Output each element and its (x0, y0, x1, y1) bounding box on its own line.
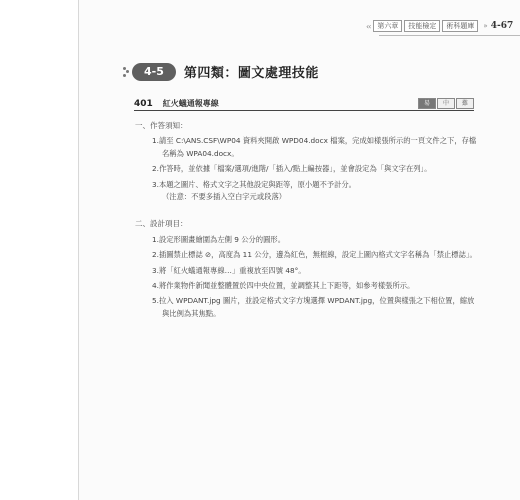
header-tab-exam: 技能檢定 (404, 20, 440, 32)
list-item: 1.設定形圖畫繪圍為左側 9 公分的圓形。 (152, 234, 285, 244)
task-content (129, 120, 479, 323)
section-title: 第四類：圖文處理技能 (183, 66, 319, 81)
chevrons-left-icon: ‹‹ (366, 21, 371, 31)
document-page (78, 0, 520, 500)
page-number: 4-67 (490, 21, 514, 31)
header-tab-bank: 術科題庫 (442, 20, 478, 32)
difficulty-indicator (417, 98, 474, 109)
header-separator: » (483, 22, 488, 30)
list-item: 5.拉入 WPDANT.jpg 圖片，並設定格式文字方塊選擇 WPDANT.jpg，位置與樣張之下相位置，縮放與比例為其焦點。 (152, 296, 475, 318)
difficulty-hard: 難 (456, 98, 474, 109)
list-item: 2.作答時，並依據「檔案/選項/進階/「插入/點上編按器」，並會設定為「與文字在列」。 (152, 164, 432, 174)
dots-decoration-icon (123, 67, 129, 77)
header-tab-chapter: 第六章 (373, 20, 402, 32)
list-item: 3.本題之圖片、格式文字之其他設定與距等，原小題不予計分。 (152, 179, 356, 189)
instruction-note: （注意：不要多插入空白字元或段落） (162, 192, 287, 202)
task-title-bar (134, 96, 474, 111)
task-number: 401 (134, 99, 153, 109)
list-item: 2.插圖禁止標誌 ⊘，高度為 11 公分，邊為紅色，無框線，設定上圖內格式文字名稱為「禁止標誌」。 (152, 250, 477, 260)
list-item: 3.將「紅火蟻通報專線…」重複放至四號 48°。 (152, 265, 306, 275)
difficulty-medium: 中 (437, 98, 455, 109)
list-item: 1.請至 C:\ANS.CSF\WP04 資料夾開啟 WPD04.docx 檔案，完成如樣張所示的一頁文件之下，存檔名稱為 WPA04.docx。 (152, 136, 477, 158)
difficulty-easy: 易 (418, 98, 436, 109)
section-heading (123, 62, 319, 81)
section-badge: 4-5 (132, 63, 176, 81)
header-rule (379, 35, 520, 36)
group-heading-design: 二、設計項目： (135, 219, 188, 229)
page-header (366, 19, 513, 33)
group-heading-instructions: 一、作答須知： (135, 121, 188, 130)
task-name: 紅火蟻通報專線 (162, 99, 219, 108)
list-item: 4.將作業物件新聞並整體置於四中央位置，並調整其上下距等，如參考樣張所示。 (152, 281, 415, 291)
